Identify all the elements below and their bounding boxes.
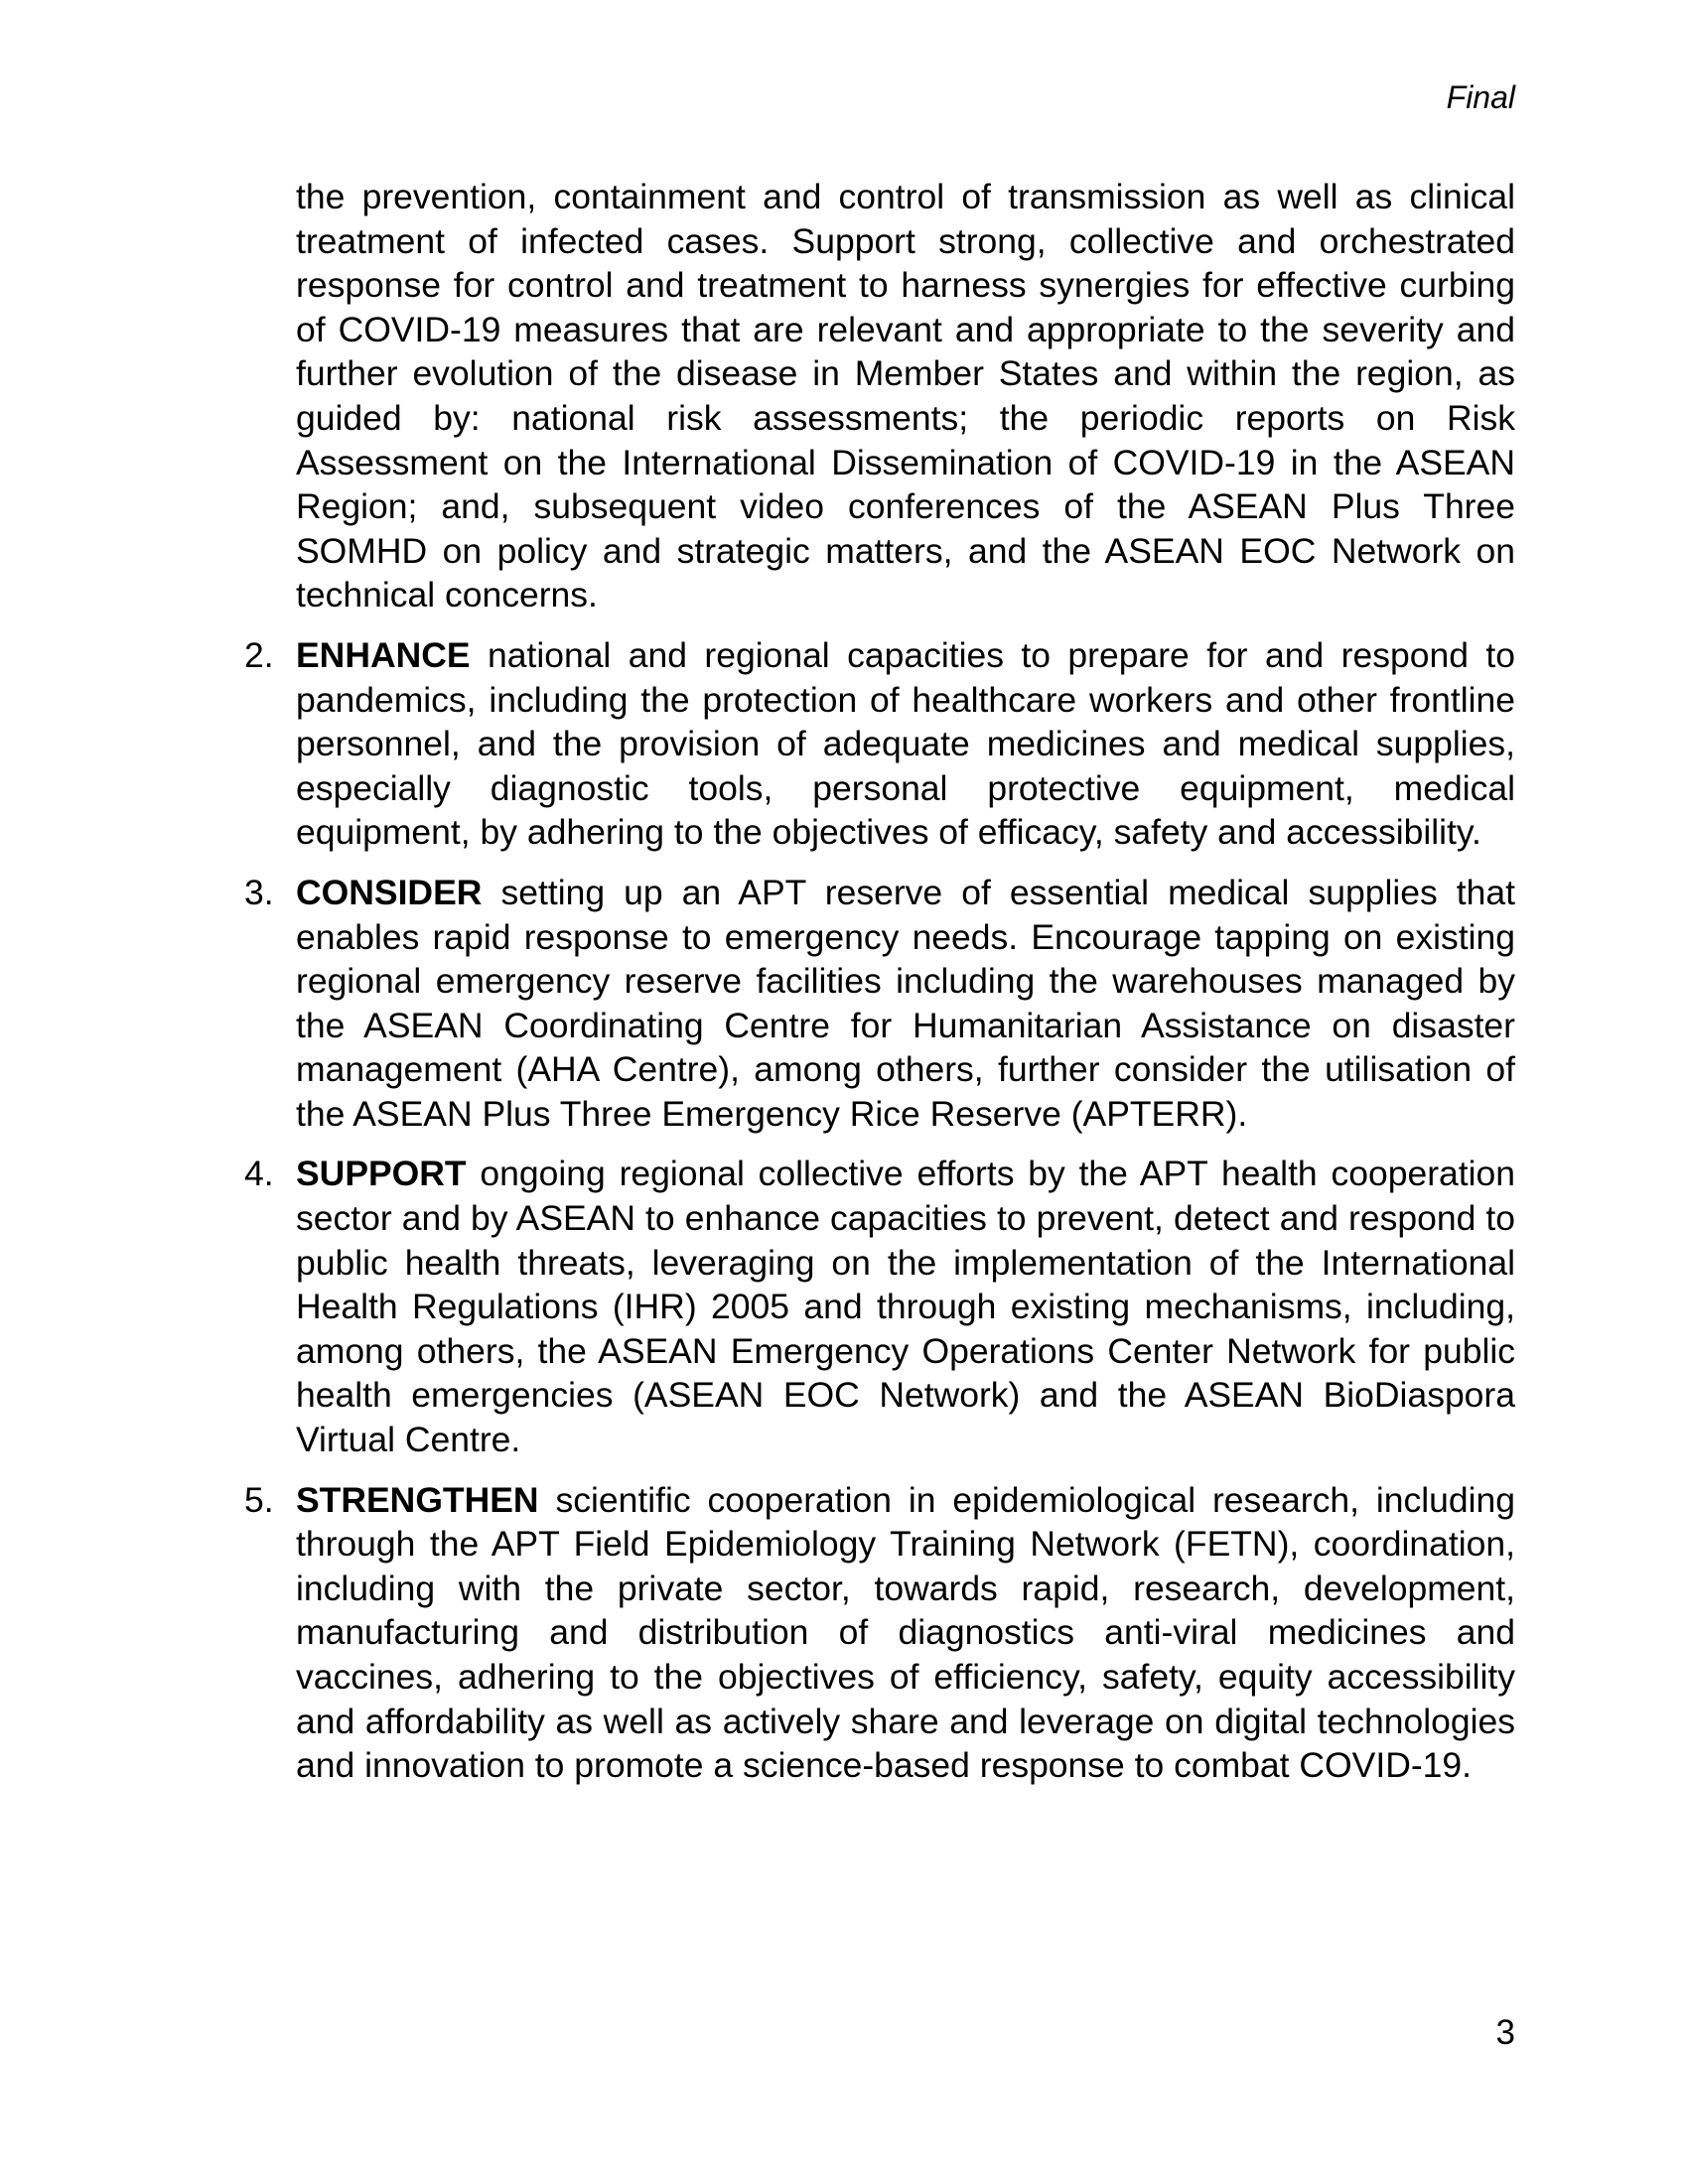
list-item-keyword: CONSIDER	[296, 872, 483, 912]
list-item-text: setting up an APT reserve of essential medical supplies that enables rapid response to emergency needs. Encourage tapping on existing regional emergency reserve facilities including the warehouses managed by the ASEAN Coordinating Centre for Humanitarian Assistance on disaster management (AHA Centre), among others, further consider the utilisation of the ASEAN Plus Three Emergency Rice Reserve (APTERR).	[296, 872, 1515, 1134]
list-item-2	[244, 633, 1515, 855]
intro-paragraph: the prevention, containment and control of transmission as well as clinical treatment of infected cases. Support strong, collective and orchestrated response for control and treatment to harness synergies for effective curbing of COVID-19 measures that are relevant and appropriate to the severity and further evolution of the disease in Member States and within the region, as guided by: national risk assessments; the periodic reports on Risk Assessment on the International Dissemination of COVID-19 in the ASEAN Region; and, subsequent video conferences of the ASEAN Plus Three SOMHD on policy and strategic matters, and the ASEAN EOC Network on technical concerns.	[296, 177, 1515, 615]
list-item-keyword: SUPPORT	[296, 1154, 467, 1194]
list-item-5	[244, 1478, 1515, 1788]
list-item-text: scientific cooperation in epidemiological research, including through the APT Field Epidemiology Training Network (FETN), coordination, including with the private sector, towards rapid, research, development, manufacturing and distribution of diagnostics anti-viral medicines and vaccines, adhering to the objectives of efficiency, safety, equity accessibility and affordability as well as actively share and leverage on digital technologies and innovation to promote a science-based response to combat COVID-19.	[296, 1479, 1515, 1786]
list-item-4	[244, 1152, 1516, 1461]
numbered-list	[244, 633, 1516, 1788]
list-item-3	[244, 871, 1515, 1137]
list-item-text: national and regional capacities to prepare for and respond to pandemics, including the protection of healthcare workers and other frontline personnel, and the provision of adequate medicines and medical supplies, especially diagnostic tools, personal protective equipment, medical equipment, by adhering to the objectives of efficacy, safety and accessibility.	[296, 634, 1515, 853]
list-item-number: 4.	[244, 1154, 274, 1194]
document-status-label: Final	[1446, 79, 1515, 115]
list-item-number: 2.	[244, 634, 274, 675]
page-number: 3	[1495, 2013, 1515, 2052]
document-body	[244, 175, 1516, 1804]
list-item-keyword: ENHANCE	[296, 634, 471, 675]
list-item-number: 3.	[244, 872, 274, 912]
list-item-number: 5.	[244, 1479, 274, 1520]
list-item-keyword: STRENGTHEN	[296, 1479, 539, 1520]
list-item-text: ongoing regional collective efforts by the APT health cooperation sector and by ASEAN to enhance capacities to prevent, detect and respond to public health threats, leveraging on the implementation of the International Health Regulations (IHR) 2005 and through existing mechanisms, including, among others, the ASEAN Emergency Operations Center Network for public health emergencies (ASEAN EOC Network) and the ASEAN BioDiaspora Virtual Centre.	[296, 1154, 1516, 1460]
